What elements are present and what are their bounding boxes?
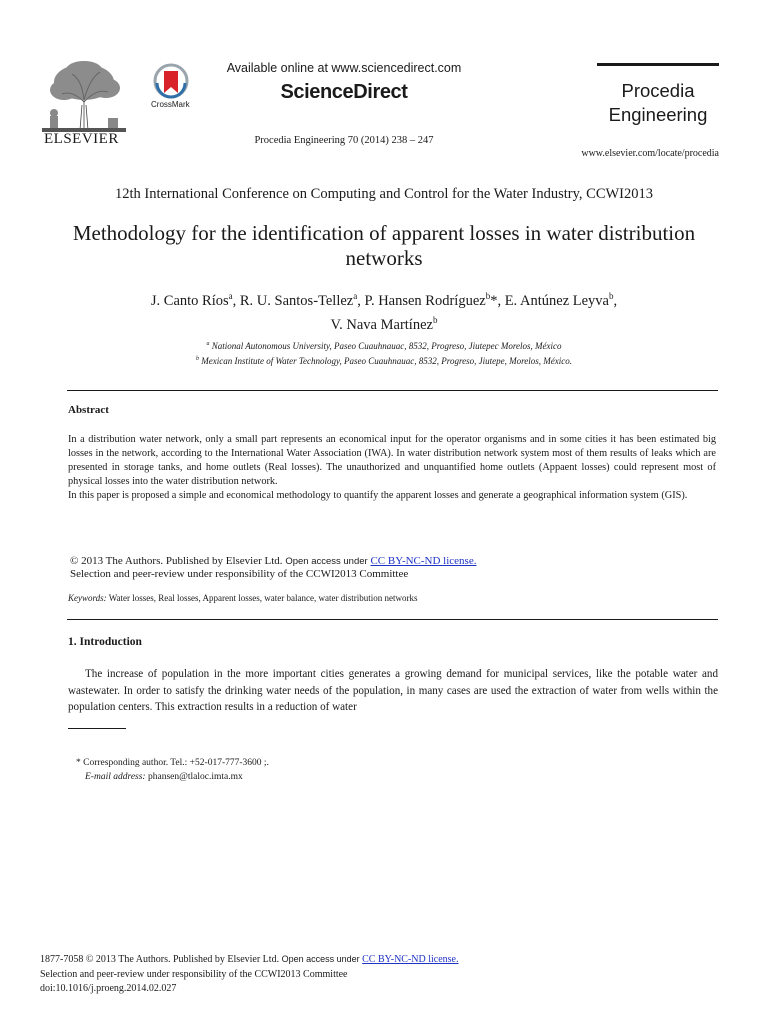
paper-title: Methodology for the identification of apparent losses in water distribution networks — [72, 221, 696, 270]
abstract-paragraph: In a distribution water network, only a small part represents an economical input for the operator organisms and in some cities it has been estimated big losses in the network, according to the International Water Association (IWA). In water distribution network system most of them results of leaks which are presented in storage tanks, and home outlets (Real losses). The unauthorized and unquantified home outlets (Appaent losses) could represent most of physical losses into the water distribution network. — [68, 434, 716, 488]
section-body: The increase of population in the more important cities generates a growing demand for municipal services, like the potable water and wastewater. In order to satisfy the drinking water needs of the population, in many cases are used the extraction of water from wells within the population centers. This extraction results in a reduction of water — [68, 668, 718, 713]
footer-peer-review: Selection and peer-review under responsibility of the CCWI2013 Committee — [40, 969, 348, 980]
journal-title-line2: Engineering — [608, 104, 708, 125]
license-link[interactable]: CC BY-NC-ND license. — [370, 555, 477, 567]
publisher-name: ELSEVIER — [44, 131, 119, 147]
abstract-top-rule — [67, 390, 718, 391]
author-list — [60, 287, 708, 335]
doi[interactable]: doi:10.1016/j.proeng.2014.02.027 — [40, 983, 177, 994]
abstract-heading: Abstract — [68, 404, 109, 416]
journal-rule — [597, 63, 719, 66]
abstract-paragraph: In this paper is proposed a simple and economical methodology to quantify the apparent losses and generate a geographical information system (GIS). — [68, 490, 688, 502]
journal-title-line1: Procedia — [621, 80, 695, 101]
journal-url[interactable]: www.elsevier.com/locate/procedia — [581, 148, 719, 159]
author: R. U. Santos-Tellez$^a$, — [239, 291, 365, 309]
copyright-line: © 2013 The Authors. Published by Elsevier Ltd. Open access under CC BY-NC-ND license. — [70, 555, 477, 567]
crossmark-label: CrossMark — [151, 100, 190, 109]
keywords — [68, 593, 417, 603]
author-email: E-mail address: phansen@tlaloc.imta.mx — [85, 772, 243, 782]
footer-license-link[interactable]: CC BY-NC-ND license. — [362, 954, 459, 965]
elsevier-tree-logo — [42, 60, 126, 132]
affiliation-a: $^a$ National Autonomous University, Paseo Cuauhnauac, 8532, Progreso, Jiutepec Morelos, México — [206, 341, 562, 351]
email-address[interactable]: phansen@tlaloc.imta.mx — [147, 772, 243, 782]
author: J. Canto Ríos$^a$, — [150, 291, 240, 309]
affiliations — [60, 338, 708, 368]
footnote-rule — [68, 728, 126, 729]
peer-review-line: Selection and peer-review under responsibility of the CCWI2013 Committee — [70, 568, 409, 580]
journal-title — [597, 79, 719, 127]
keywords-text: Water losses, Real losses, Apparent losses, water balance, water distribution networks — [108, 593, 418, 603]
crossmark-icon[interactable] — [153, 63, 189, 103]
author: E. Antúnez Leyva$^b$, — [504, 291, 618, 309]
conference-name: 12th International Conference on Computing and Control for the Water Industry, CCWI2013 — [114, 186, 654, 202]
section-heading: 1. Introduction — [68, 636, 142, 648]
corresponding-author: * Corresponding author. Tel.: +52-017-777-3600 ;. — [76, 758, 269, 768]
footer-issn: 1877-7058 © 2013 The Authors. Published by Elsevier Ltd. Open access under CC BY-NC-ND license. — [40, 954, 459, 965]
abstract-bottom-rule — [67, 619, 718, 620]
sciencedirect-logo: ScienceDirect — [280, 81, 408, 103]
journal-citation: Procedia Engineering 70 (2014) 238 – 247 — [254, 135, 434, 146]
author: V. Nava Martínez$^b$ — [330, 314, 438, 333]
keywords-label: Keywords: — [68, 593, 107, 603]
abstract-body — [68, 433, 716, 503]
available-online: Available online at www.sciencedirect.com — [226, 61, 462, 75]
affiliation-b: $^b$ Mexican Institute of Water Technology, Paseo Cuauhnauac, 8532, Progreso, Jiutepe, Morelos, México. — [195, 356, 573, 366]
author: P. Hansen Rodríguez$^b$*, — [364, 291, 505, 309]
